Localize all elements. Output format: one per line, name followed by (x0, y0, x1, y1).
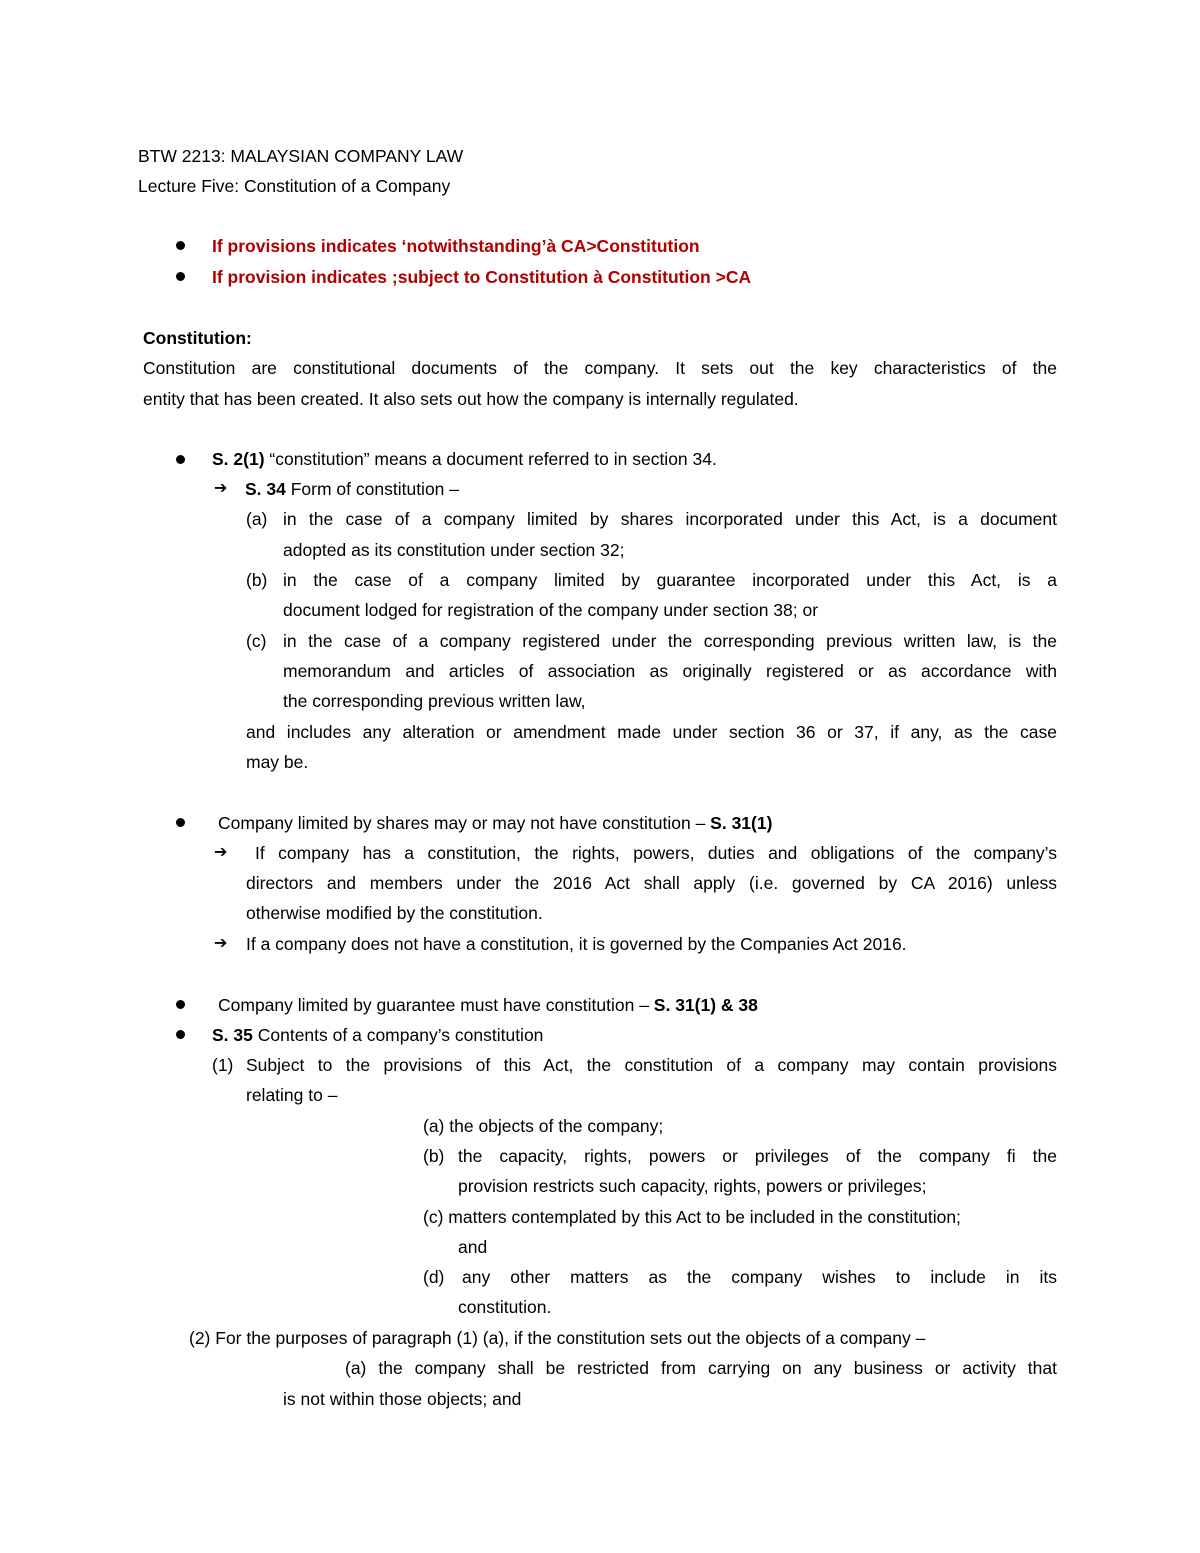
arrow-right-icon: ➔ (214, 480, 228, 497)
s34-ref: S. 34 (245, 479, 286, 499)
shares-sub-line: directors and members under the 2016 Act shall apply (i.e. governed by CA 2016) unless (246, 873, 1057, 893)
s34-tail-line: and includes any alteration or amendment made under section 36 or 37, if any, as the case (246, 722, 1057, 742)
s35-p2a-line: is not within those objects; and (283, 1389, 522, 1409)
shares-ref: S. 31(1) (710, 813, 773, 833)
s35-title: Contents of a company’s constitution (252, 1025, 544, 1045)
shares-sub-line: otherwise modified by the constitution. (246, 903, 543, 923)
arrow-right-icon: ➔ (214, 844, 228, 861)
s35-p1-line: relating to – (246, 1085, 338, 1105)
s35-p2: (2) For the purposes of paragraph (1) (a), if the constitution sets out the objects of a company – (189, 1328, 926, 1348)
s34-heading (245, 474, 459, 504)
s2-definition (212, 444, 717, 474)
bullet-dot (176, 272, 185, 281)
paragraph-line: entity that has been created. It also sets out how the company is internally regulated. (143, 389, 799, 409)
s35-item-d-line: constitution. (458, 1297, 552, 1317)
priority-note-2: If provision indicates ;subject to Constitution à Constitution >CA (212, 267, 752, 287)
s35-item-a: (a) the objects of the company; (423, 1116, 664, 1136)
bullet-dot (176, 241, 185, 250)
s35-item-c-line: (c) matters contemplated by this Act to be included in the constitution; (423, 1207, 961, 1227)
item-label: (c) (246, 631, 267, 651)
course-title: BTW 2213: MALAYSIAN COMPANY LAW (138, 146, 464, 166)
bullet-dot (176, 455, 185, 464)
s35-p1-line: Subject to the provisions of this Act, the constitution of a company may contain provisions (246, 1055, 1057, 1075)
guarantee-point (218, 990, 758, 1020)
arrow-right-icon: ➔ (214, 935, 228, 952)
s2-ref: S. 2(1) (212, 449, 265, 469)
item-label: (a) (246, 509, 268, 529)
s35-item-d-line: any other matters as the company wishes to include in its (462, 1267, 1057, 1287)
guarantee-text: Company limited by guarantee must have constitution – (218, 995, 654, 1015)
shares-point (218, 808, 772, 838)
item-label: (b) (423, 1146, 445, 1166)
item-label: (d) (423, 1267, 445, 1287)
item-label: (1) (212, 1055, 234, 1075)
s34-item-c-line: memorandum and articles of association as originally registered or as accordance with (283, 661, 1057, 681)
shares-text: Company limited by shares may or may not have constitution – (218, 813, 711, 833)
s35-item-b-line: the capacity, rights, powers or privileges of the company fi the (458, 1146, 1057, 1166)
s34-item-b-line: in the case of a company limited by guarantee incorporated under this Act, is a (283, 570, 1057, 590)
item-label: (b) (246, 570, 268, 590)
s34-item-c-line: in the case of a company registered under the corresponding previous written law, is the (283, 631, 1057, 651)
section-heading: Constitution: (143, 328, 252, 348)
priority-note-1: If provisions indicates ‘notwithstanding’à CA>Constitution (212, 236, 700, 256)
paragraph-line: Constitution are constitutional documents of the company. It sets out the key characteristics of the (143, 358, 1057, 378)
bullet-dot (176, 1030, 185, 1039)
s34-item-a-line: adopted as its constitution under section 32; (283, 540, 625, 560)
shares-sub-line: If company has a constitution, the rights, powers, duties and obligations of the company’s (255, 843, 1057, 863)
s35-heading (212, 1020, 543, 1050)
s35-item-c-line: and (458, 1237, 488, 1257)
s34-title: Form of constitution – (285, 479, 460, 499)
shares-sub-line: If a company does not have a constitution, it is governed by the Companies Act 2016. (246, 934, 907, 954)
bullet-dot (176, 1000, 185, 1009)
s34-item-c-line: the corresponding previous written law, (283, 691, 586, 711)
s34-item-a-line: in the case of a company limited by shares incorporated under this Act, is a document (283, 509, 1057, 529)
bullet-dot (176, 818, 185, 827)
lecture-title: Lecture Five: Constitution of a Company (138, 176, 451, 196)
s35-item-b-line: provision restricts such capacity, rights, powers or privileges; (458, 1176, 927, 1196)
s35-p2a-line: (a) the company shall be restricted from carrying on any business or activity that (345, 1358, 1057, 1378)
s34-item-b-line: document lodged for registration of the company under section 38; or (283, 600, 819, 620)
s34-tail-line: may be. (246, 752, 309, 772)
guarantee-ref: S. 31(1) & 38 (653, 995, 758, 1015)
s35-ref: S. 35 (212, 1025, 253, 1045)
s2-text: “constitution” means a document referred to in section 34. (264, 449, 717, 469)
